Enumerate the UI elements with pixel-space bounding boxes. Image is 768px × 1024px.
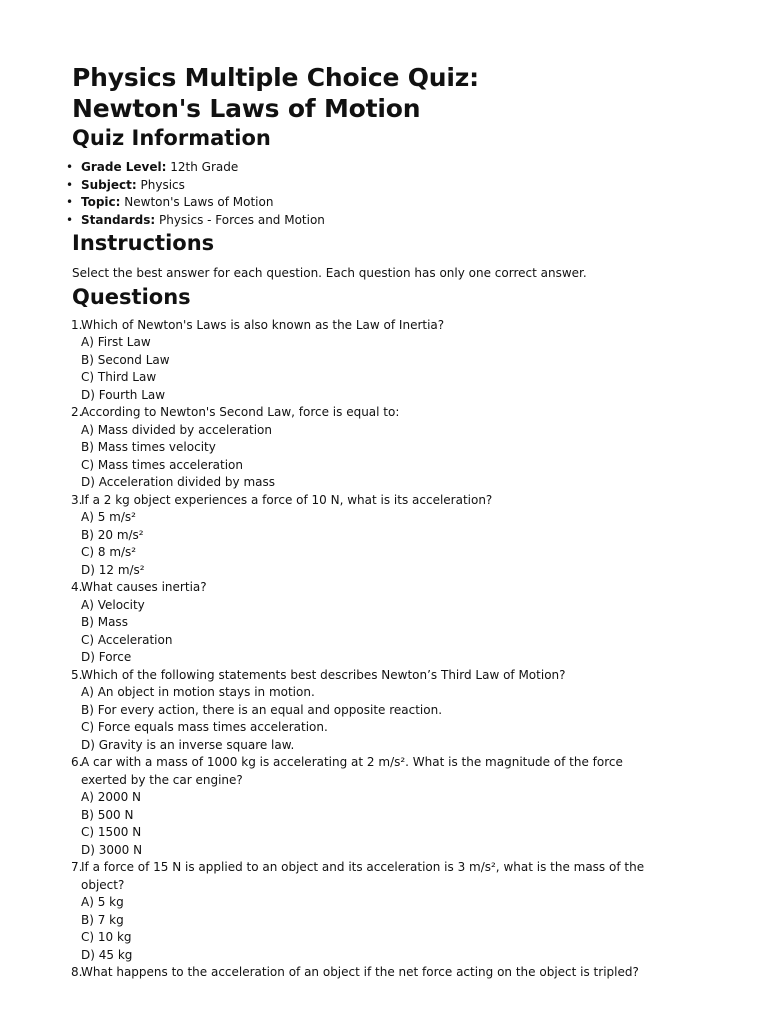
question-item (72, 667, 672, 755)
answer-option: D) 45 kg (81, 947, 133, 962)
info-value: 12th Grade (166, 160, 239, 174)
answer-option: B) Mass times velocity (81, 440, 216, 454)
bullet-icon: • (66, 212, 74, 227)
quiz-information-heading: Quiz Information (72, 126, 271, 150)
info-label: Standards: (81, 212, 156, 227)
answer-option: C) Mass times acceleration (81, 457, 243, 472)
instructions-heading: Instructions (72, 231, 215, 255)
info-item-subject (66, 177, 672, 195)
answer-option: C) Acceleration (81, 632, 173, 647)
question-number: 5. (71, 667, 83, 682)
info-item-standards (66, 212, 672, 230)
answer-option: D) 3000 N (81, 842, 143, 857)
question-list (72, 317, 672, 982)
answer-option: A) 2000 N (81, 790, 142, 804)
answer-option: D) 12 m/s² (81, 562, 145, 577)
question-item (72, 492, 672, 580)
bullet-icon: • (66, 177, 74, 192)
question-number: 6. (71, 755, 83, 769)
question-item (72, 317, 672, 405)
question-item (72, 964, 672, 982)
title-line-2: Newton's Laws of Motion (72, 94, 421, 123)
answer-option: B) 7 kg (81, 912, 124, 927)
bullet-icon: • (66, 195, 74, 209)
answer-option: C) Third Law (81, 370, 157, 384)
question-text: What causes inertia? (81, 580, 207, 594)
answer-option: C) Force equals mass times acceleration. (81, 720, 328, 734)
info-label: Grade Level: (81, 160, 167, 174)
answer-option: A) 5 m/s² (81, 510, 136, 524)
question-text: What happens to the acceleration of an object if the net force acting on the object is tripled? (81, 965, 639, 979)
question-number: 7. (71, 860, 83, 874)
answer-option: A) 5 kg (81, 895, 124, 909)
answer-option: A) Velocity (81, 597, 145, 612)
question-item (72, 754, 672, 859)
info-item-topic (66, 194, 672, 212)
title-line-1: Physics Multiple Choice Quiz: (72, 63, 479, 92)
instructions-text: Select the best answer for each question. Each question has only one correct answer. (72, 266, 587, 280)
question-text: According to Newton's Second Law, force is equal to: (81, 405, 400, 419)
info-value: Physics - Forces and Motion (155, 212, 325, 227)
info-value: Physics (136, 177, 185, 192)
answer-option: D) Force (81, 650, 132, 664)
question-item (72, 859, 672, 964)
answer-option: D) Gravity is an inverse square law. (81, 737, 295, 752)
answer-option: B) For every action, there is an equal and opposite reaction. (81, 702, 443, 717)
answer-option: B) Second Law (81, 352, 170, 367)
page-title (72, 62, 672, 124)
info-label: Subject: (81, 177, 137, 192)
question-item (72, 579, 672, 667)
answer-option: A) First Law (81, 335, 151, 349)
questions-heading: Questions (72, 284, 191, 309)
answer-option: D) Fourth Law (81, 387, 166, 402)
answer-option: B) 500 N (81, 807, 134, 822)
quiz-document (66, 62, 672, 982)
quiz-information-list (66, 159, 672, 229)
question-number: 1. (71, 317, 83, 332)
question-number: 4. (71, 580, 83, 594)
info-item-grade-level (66, 159, 672, 177)
answer-option: A) Mass divided by acceleration (81, 422, 273, 437)
answer-option: A) An object in motion stays in motion. (81, 685, 315, 699)
question-text: If a 2 kg object experiences a force of 10 N, what is its acceleration? (81, 492, 493, 507)
info-label: Topic: (81, 195, 121, 209)
question-text: Which of Newton's Laws is also known as the Law of Inertia? (81, 317, 445, 332)
answer-option: C) 8 m/s² (81, 545, 137, 559)
question-text: A car with a mass of 1000 kg is accelerating at 2 m/s². What is the magnitude of the force exerted by the car engine? (81, 755, 623, 787)
answer-option: B) Mass (81, 615, 128, 629)
question-number: 2. (71, 405, 83, 419)
question-text: If a force of 15 N is applied to an object and its acceleration is 3 m/s², what is the mass of the object? (81, 860, 645, 892)
question-number: 8. (71, 965, 83, 979)
answer-option: B) 20 m/s² (81, 527, 144, 542)
bullet-icon: • (66, 160, 74, 174)
question-item (72, 404, 672, 492)
question-number: 3. (71, 492, 83, 507)
answer-option: D) Acceleration divided by mass (81, 475, 276, 489)
question-text: Which of the following statements best describes Newton’s Third Law of Motion? (81, 667, 566, 682)
info-value: Newton's Laws of Motion (120, 195, 274, 209)
answer-option: C) 1500 N (81, 825, 142, 839)
answer-option: C) 10 kg (81, 930, 132, 944)
